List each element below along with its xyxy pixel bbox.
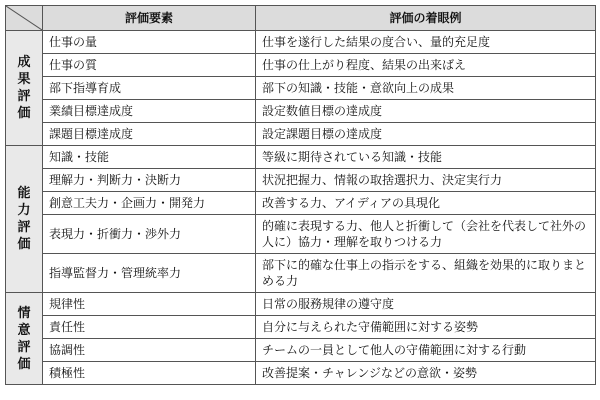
element-cell: 積極性 xyxy=(43,362,256,385)
focus-cell: 設定数値目標の達成度 xyxy=(256,100,596,123)
element-cell: 規律性 xyxy=(43,293,256,316)
category-cell xyxy=(6,31,43,146)
table-row xyxy=(6,169,596,192)
focus-cell: 設定課題目標の達成度 xyxy=(256,123,596,146)
element-cell: 知識・技能 xyxy=(43,146,256,169)
focus-cell: 部下に的確な仕事上の指示をする、組織を効果的に取りまとめる力 xyxy=(256,254,596,293)
focus-cell: 改善提案・チャレンジなどの意欲・姿勢 xyxy=(256,362,596,385)
focus-cell: 等級に期待されている知識・技能 xyxy=(256,146,596,169)
table-row xyxy=(6,254,596,293)
element-cell: 仕事の質 xyxy=(43,54,256,77)
element-cell: 創意工夫力・企画力・開発力 xyxy=(43,192,256,215)
table-row xyxy=(6,54,596,77)
element-cell: 業績目標達成度 xyxy=(43,100,256,123)
focus-cell: 的確に表現する力、他人と折衝して（会社を代表して社外の人に）協力・理解を取りつける力 xyxy=(256,215,596,254)
corner-cell xyxy=(6,6,43,31)
focus-cell: 日常の服務規律の遵守度 xyxy=(256,293,596,316)
table-row xyxy=(6,339,596,362)
focus-cell: 自分に与えられた守備範囲に対する姿勢 xyxy=(256,316,596,339)
table-row xyxy=(6,100,596,123)
table-row xyxy=(6,123,596,146)
focus-header: 評価の着眼例 xyxy=(256,6,596,31)
focus-cell: 仕事の仕上がり程度、結果の出来ばえ xyxy=(256,54,596,77)
element-cell: 責任性 xyxy=(43,316,256,339)
element-cell: 理解力・判断力・決断力 xyxy=(43,169,256,192)
focus-cell: 状況把握力、情報の取捨選択力、決定実行力 xyxy=(256,169,596,192)
element-cell: 部下指導育成 xyxy=(43,77,256,100)
table-row xyxy=(6,293,596,316)
category-cell xyxy=(6,293,43,385)
focus-cell: 部下の知識・技能・意欲向上の成果 xyxy=(256,77,596,100)
category-cell xyxy=(6,146,43,293)
category-label: 情意評価 xyxy=(17,305,31,372)
table-row xyxy=(6,215,596,254)
category-label: 成果評価 xyxy=(17,55,31,121)
focus-cell: 改善する力、アイディアの具現化 xyxy=(256,192,596,215)
evaluation-table-container xyxy=(5,5,595,395)
focus-cell: 仕事を遂行した結果の度合い、量的充足度 xyxy=(256,31,596,54)
table-row xyxy=(6,31,596,54)
table-row xyxy=(6,316,596,339)
table-row xyxy=(6,146,596,169)
element-cell: 指導監督力・管理統率力 xyxy=(43,254,256,293)
focus-cell: チームの一員として他人の守備範囲に対する行動 xyxy=(256,339,596,362)
element-cell: 表現力・折衝力・渉外力 xyxy=(43,215,256,254)
table-row xyxy=(6,77,596,100)
category-label: 能力評価 xyxy=(17,186,31,252)
element-header: 評価要素 xyxy=(43,6,256,31)
element-cell: 協調性 xyxy=(43,339,256,362)
diagonal-line-icon xyxy=(6,6,42,30)
header-row xyxy=(6,6,596,31)
element-cell: 課題目標達成度 xyxy=(43,123,256,146)
element-cell: 仕事の量 xyxy=(43,31,256,54)
table-row xyxy=(6,192,596,215)
evaluation-table xyxy=(5,5,596,385)
table-row xyxy=(6,362,596,385)
